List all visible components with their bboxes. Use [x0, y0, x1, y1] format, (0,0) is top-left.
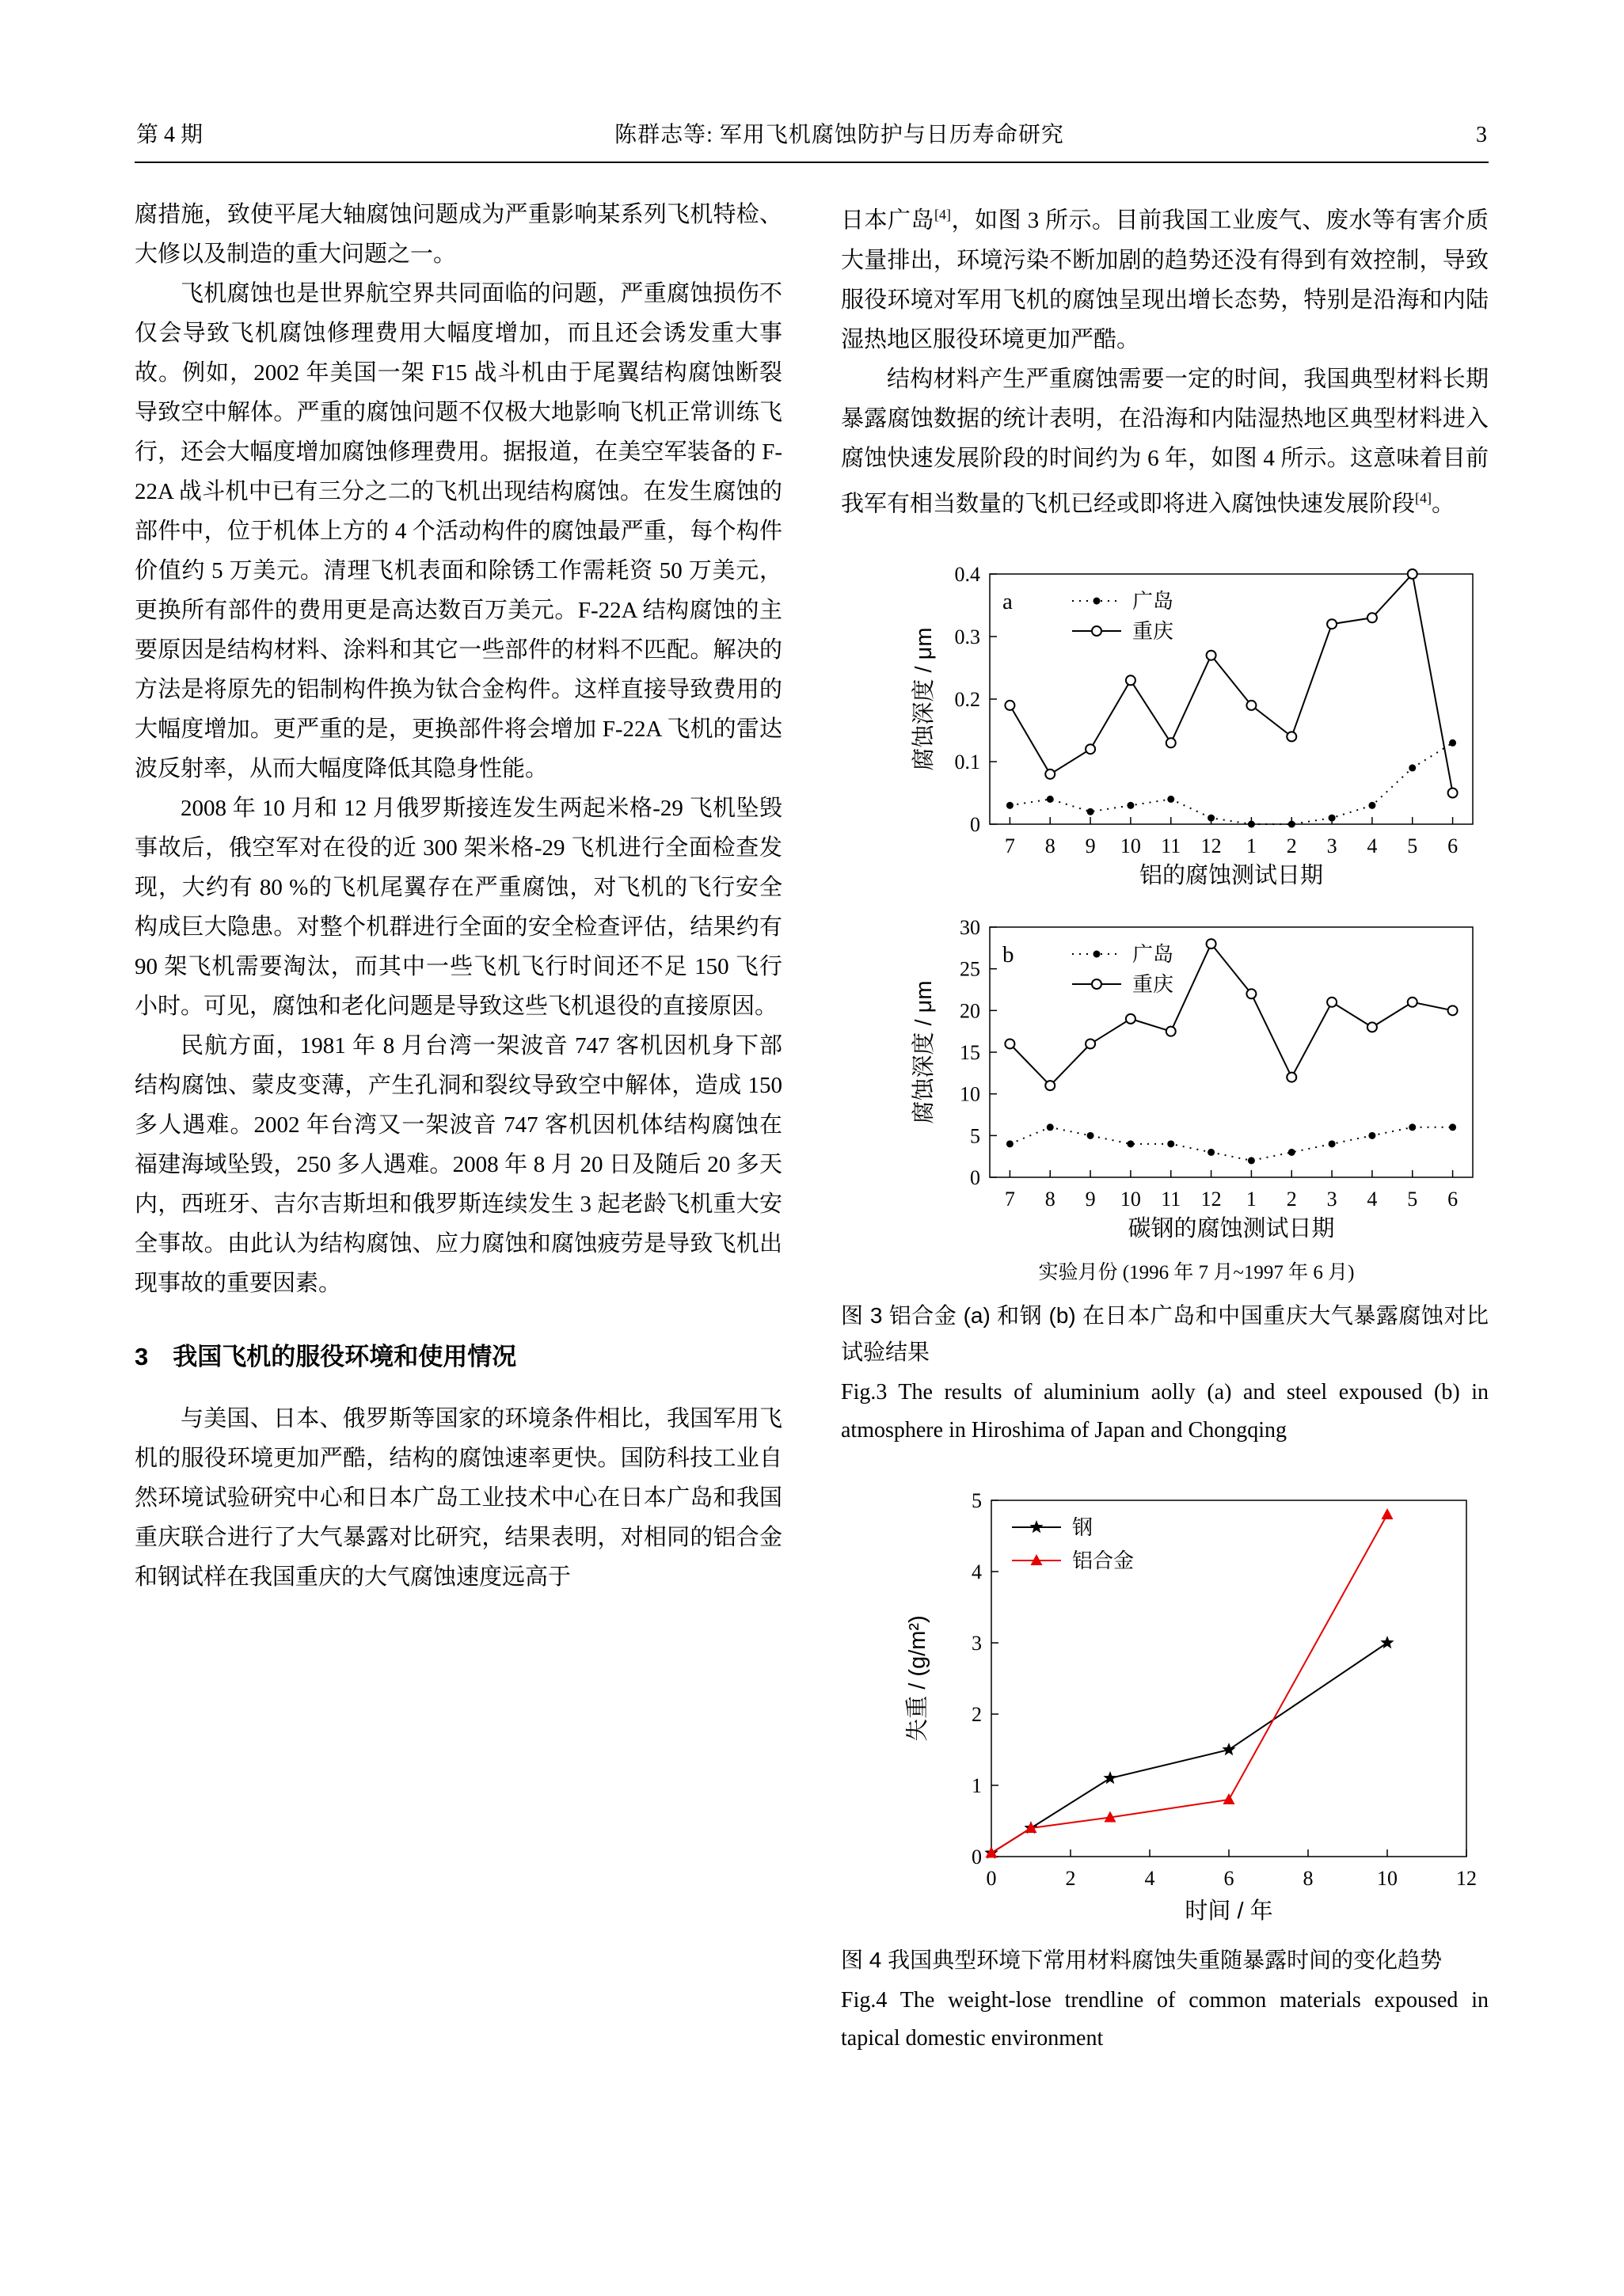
svg-text:12: 12 — [1456, 1867, 1477, 1891]
svg-text:0: 0 — [970, 1166, 980, 1190]
fig4-caption-cn: 图 4 我国典型环境下常用材料腐蚀失重随暴露时间的变化趋势 — [841, 1948, 1443, 1973]
svg-text:12: 12 — [1200, 834, 1222, 858]
svg-text:3: 3 — [1326, 1188, 1337, 1211]
svg-text:10: 10 — [1120, 834, 1141, 858]
svg-text:广岛: 广岛 — [1132, 589, 1174, 614]
svg-text:时间 / 年: 时间 / 年 — [1185, 1899, 1273, 1925]
svg-text:6: 6 — [1447, 1188, 1459, 1211]
journal-issue: 第 4 期 — [136, 123, 203, 147]
svg-text:4: 4 — [972, 1560, 982, 1584]
svg-text:失重 / (g/m²): 失重 / (g/m²) — [905, 1615, 930, 1743]
svg-text:11: 11 — [1161, 1188, 1181, 1211]
svg-text:广岛: 广岛 — [1132, 942, 1174, 967]
svg-text:1: 1 — [972, 1774, 982, 1798]
svg-text:0.4: 0.4 — [954, 563, 980, 587]
paragraph: 与美国、日本、俄罗斯等国家的环境条件相比，我国军用飞机的服役环境更加严酷，结构的腐蚀速率更快。国防科技工业自然环境试验研究中心和日本广岛工业技术中心在日本广岛和我国重庆联合进行了大气暴露对比研究，结果表明，对相同的铝合金和钢试样在我国重庆的大气腐蚀速度远高于 — [135, 1406, 782, 1590]
svg-text:a: a — [1002, 589, 1013, 615]
svg-text:5: 5 — [972, 1489, 982, 1513]
paragraph: 飞机腐蚀也是世界航空界共同面临的问题，严重腐蚀损伤不仅会导致飞机腐蚀修理费用大幅度增加，而且还会诱发重大事故。例如，2002 年美国一架 F15 战斗机由于尾翼结构腐蚀断裂导致空中解体。严重的腐蚀问题不仅极大地影响飞机正常训练飞行，还会大幅度增加腐蚀修理费用。据报道，在美空军装备的 F-22A 战斗机中已有三分之二的飞机出现结构腐蚀。在发生腐蚀的部件中，位于机体上方的 4 个活动构件的腐蚀最严重，每个构件价值约 5 万美元。清理飞机表面和除锈工作需耗资 50 万美元，更换所有部件的费用更是高达数百万美元。F-22A 结构腐蚀的主要原因是结构材料、涂料和其它一些部件的材料不匹配。解决的方法是将原先的铝制构件换为钛合金构件。这样直接导致费用的大幅度增加。更严重的是，更换部件将会增加 F-22A 飞机的雷达波反射率，从而大幅度降低其隐身性能。 — [135, 281, 782, 781]
svg-text:7: 7 — [1004, 834, 1015, 858]
svg-text:4: 4 — [1367, 1188, 1378, 1211]
svg-text:2: 2 — [1065, 1867, 1076, 1891]
svg-text:钢: 钢 — [1072, 1515, 1093, 1540]
svg-text:腐蚀深度 / μm: 腐蚀深度 / μm — [911, 627, 937, 771]
svg-text:9: 9 — [1085, 1188, 1096, 1211]
svg-text:重庆: 重庆 — [1132, 972, 1174, 997]
paragraph-text: 结构材料产生严重腐蚀需要一定的时间，我国典型材料长期暴露腐蚀数据的统计表明，在沿海和内陆湿热地区典型材料进入腐蚀快速发展阶段的时间约为 6 年，如图 4 所示。这意味着目前我军有相当数量的飞机已经或即将进入腐蚀快速发展阶段 — [841, 366, 1489, 517]
svg-text:8: 8 — [1303, 1867, 1314, 1891]
svg-text:10: 10 — [1377, 1867, 1398, 1891]
svg-text:10: 10 — [1120, 1188, 1141, 1211]
svg-text:6: 6 — [1447, 834, 1459, 858]
paragraph: 2008 年 10 月和 12 月俄罗斯接连发生两起米格-29 飞机坠毁事故后，俄空军对在役的近 300 架米格-29 飞机进行全面检查发现，大约有 80 %的飞机尾翼存在严重腐蚀，对飞机的飞行安全构成巨大隐患。对整个机群进行全面的安全检查评估，结果约有 90 架飞机需要淘汰，而其中一些飞机飞行时间还不足 150 飞行小时。可见，腐蚀和老化问题是导致这些飞机退役的直接原因。 — [135, 796, 782, 1019]
left-column — [135, 195, 782, 2058]
svg-text:4: 4 — [1367, 834, 1378, 858]
running-title: 陈群志等: 军用飞机腐蚀防护与日历寿命研究 — [614, 123, 1064, 147]
svg-text:碳钢的腐蚀测试日期: 碳钢的腐蚀测试日期 — [1128, 1216, 1335, 1242]
svg-text:0: 0 — [972, 1846, 982, 1869]
svg-text:腐蚀深度 / μm: 腐蚀深度 / μm — [911, 980, 937, 1124]
svg-text:铝合金: 铝合金 — [1072, 1549, 1135, 1573]
fig3-caption-en: Fig.3 The results of aluminium aolly (a) and steel expoused (b) in atmosphere in Hiroshima of Japan and Chongqing — [841, 1380, 1489, 1443]
svg-text:3: 3 — [972, 1632, 982, 1655]
page-number: 3 — [1476, 123, 1487, 147]
svg-text:0.2: 0.2 — [954, 688, 980, 712]
paragraph — [841, 359, 1489, 524]
paragraph: 腐措施，致使平尾大轴腐蚀问题成为严重影响某系列飞机特检、大修以及制造的重大问题之一。 — [135, 202, 782, 267]
section-heading: 3 我国飞机的服役环境和使用情况 — [135, 1343, 517, 1370]
svg-text:1: 1 — [1246, 834, 1257, 858]
fig4-line-chart — [841, 1486, 1489, 1929]
svg-text:8: 8 — [1044, 834, 1055, 858]
svg-text:1: 1 — [1246, 1188, 1257, 1211]
paragraph-text: 日本广岛 — [841, 207, 935, 234]
svg-text:10: 10 — [960, 1082, 980, 1106]
right-column — [841, 195, 1489, 2058]
svg-text:11: 11 — [1161, 834, 1181, 858]
svg-text:25: 25 — [960, 957, 980, 981]
svg-text:0: 0 — [970, 813, 980, 837]
svg-text:30: 30 — [960, 916, 980, 940]
svg-text:b: b — [1002, 942, 1014, 968]
svg-text:6: 6 — [1223, 1867, 1234, 1891]
two-column-body — [135, 195, 1489, 2058]
paper-page — [135, 117, 1489, 2058]
paragraph-text: 。 — [1431, 491, 1455, 517]
svg-text:重庆: 重庆 — [1132, 619, 1174, 644]
svg-text:2: 2 — [972, 1703, 982, 1727]
svg-text:12: 12 — [1200, 1188, 1222, 1211]
svg-text:3: 3 — [1326, 834, 1337, 858]
svg-text:5: 5 — [970, 1124, 980, 1148]
svg-text:铝的腐蚀测试日期: 铝的腐蚀测试日期 — [1139, 863, 1324, 889]
svg-text:0: 0 — [986, 1867, 997, 1891]
citation-marker: [4] — [934, 207, 951, 222]
svg-text:2: 2 — [1286, 834, 1297, 858]
svg-text:4: 4 — [1144, 1867, 1155, 1891]
svg-text:2: 2 — [1286, 1188, 1297, 1211]
paragraph: 民航方面，1981 年 8 月台湾一架波音 747 客机因机身下部结构腐蚀、蒙皮变薄，产生孔洞和裂纹导致空中解体，造成 150 多人遇难。2002 年台湾又一架波音 747 客机因机体结构腐蚀在福建海域坠毁，250 多人遇难。2008 年 8 月 20 日及随后 20 多天内，西班牙、吉尔吉斯坦和俄罗斯连续发生 3 起老龄飞机重大安全事故。由此认为结构腐蚀、应力腐蚀和腐蚀疲劳是导致飞机出现事故的重要因素。 — [135, 1033, 782, 1296]
fig4-caption-en: Fig.4 The weight-lose trendline of common materials expoused in tapical domestic environment — [841, 1988, 1489, 2051]
page-header — [135, 117, 1489, 163]
paragraph-text: ，如图 3 所示。目前我国工业废气、废水等有害介质大量排出，环境污染不断加剧的趋势还没有得到有效控制，导致服役环境对军用飞机的腐蚀呈现出增长态势，特别是沿海和内陆湿热地区服役环境更加严酷。 — [841, 207, 1489, 352]
fig3b-line-chart — [841, 914, 1489, 1247]
svg-text:0.1: 0.1 — [954, 751, 980, 774]
svg-text:7: 7 — [1004, 1188, 1015, 1211]
paragraph — [841, 195, 1489, 359]
fig3-caption-cn: 图 3 铝合金 (a) 和钢 (b) 在日本广岛和中国重庆大气暴露腐蚀对比试验结果 — [841, 1303, 1489, 1365]
svg-text:20: 20 — [960, 999, 980, 1023]
svg-text:0.3: 0.3 — [954, 625, 980, 649]
svg-text:8: 8 — [1044, 1188, 1055, 1211]
svg-text:5: 5 — [1407, 1188, 1418, 1211]
citation-marker: [4] — [1415, 489, 1432, 506]
svg-text:15: 15 — [960, 1041, 980, 1065]
fig3-x-axis-note: 实验月份 (1996 年 7 月~1997 年 6 月) — [1038, 1262, 1355, 1284]
svg-text:5: 5 — [1407, 834, 1418, 858]
fig3a-line-chart — [841, 561, 1489, 894]
svg-text:9: 9 — [1085, 834, 1096, 858]
